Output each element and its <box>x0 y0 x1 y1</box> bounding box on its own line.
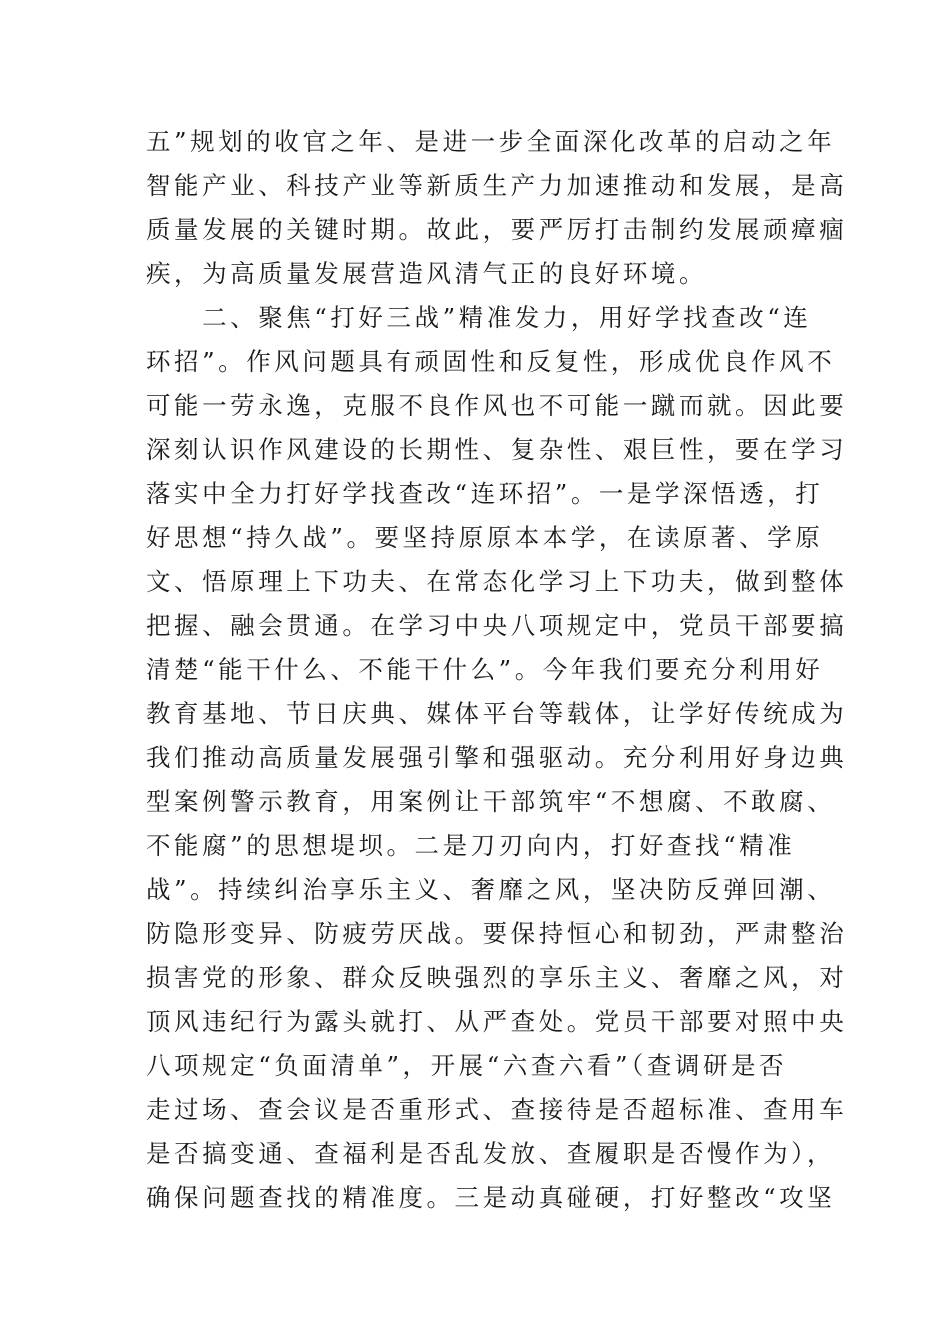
text-line: 落实中全力打好学找查改“连环招”。一是学深悟透，打 <box>146 479 824 508</box>
text-line: 我们推动高质量发展强引擎和强驱动。充分利用好身边典 <box>146 743 848 772</box>
body-text <box>146 120 848 1220</box>
text-line: 不能腐”的思想堤坝。二是刀刃向内，打好查找“精准 <box>146 831 796 860</box>
text-line: 好思想“持久战”。要坚持原原本本学，在读原著、学原 <box>146 523 824 552</box>
text-line: 文、悟原理上下功夫、在常态化学习上下功夫，做到整体 <box>146 567 848 596</box>
text-line: 八项规定“负面清单”，开展“六查六看”（查调研是否 <box>146 1051 788 1080</box>
text-line: 型案例警示教育，用案例让干部筑牢“不想腐、不敢腐、 <box>146 787 836 816</box>
text-line: 智能产业、科技产业等新质生产力加速推动和发展，是高 <box>146 171 848 200</box>
text-line: 清楚“能干什么、不能干什么”。今年我们要充分利用好 <box>146 655 824 684</box>
text-line: 损害党的形象、群众反映强烈的享乐主义、奢靡之风，对 <box>146 963 848 992</box>
text-line: 五”规划的收官之年、是进一步全面深化改革的启动之年 <box>146 127 836 156</box>
text-line: 确保问题查找的精准度。三是动真碰硬，打好整改“攻坚 <box>146 1183 836 1212</box>
text-line: 顶风违纪行为露头就打、从严查处。党员干部要对照中央 <box>146 1007 848 1036</box>
section-heading-line: 二、聚焦“打好三战”精准发力，用好学找查改“连 <box>146 303 812 332</box>
text-line: 走过场、查会议是否重形式、查接待是否超标准、查用车 <box>146 1095 848 1124</box>
text-line: 深刻认识作风建设的长期性、复杂性、艰巨性，要在学习 <box>146 435 848 464</box>
text-line: 疾，为高质量发展营造风清气正的良好环境。 <box>146 259 707 288</box>
text-line: 战”。持续纠治享乐主义、奢靡之风，坚决防反弹回潮、 <box>146 875 836 904</box>
text-line: 把握、融会贯通。在学习中央八项规定中，党员干部要搞 <box>146 611 848 640</box>
text-line: 质量发展的关键时期。故此，要严厉打击制约发展顽瘴痼 <box>146 215 848 244</box>
text-line: 环招”。作风问题具有顽固性和反复性，形成优良作风不 <box>146 347 836 376</box>
text-line: 可能一劳永逸，克服不良作风也不可能一蹴而就。因此要 <box>146 391 848 420</box>
text-line: 防隐形变异、防疲劳厌战。要保持恒心和韧劲，严肃整治 <box>146 919 848 948</box>
text-line: 教育基地、节日庆典、媒体平台等载体，让学好传统成为 <box>146 699 848 728</box>
text-line: 是否搞变通、查福利是否乱发放、查履职是否慢作为）， <box>146 1139 835 1168</box>
